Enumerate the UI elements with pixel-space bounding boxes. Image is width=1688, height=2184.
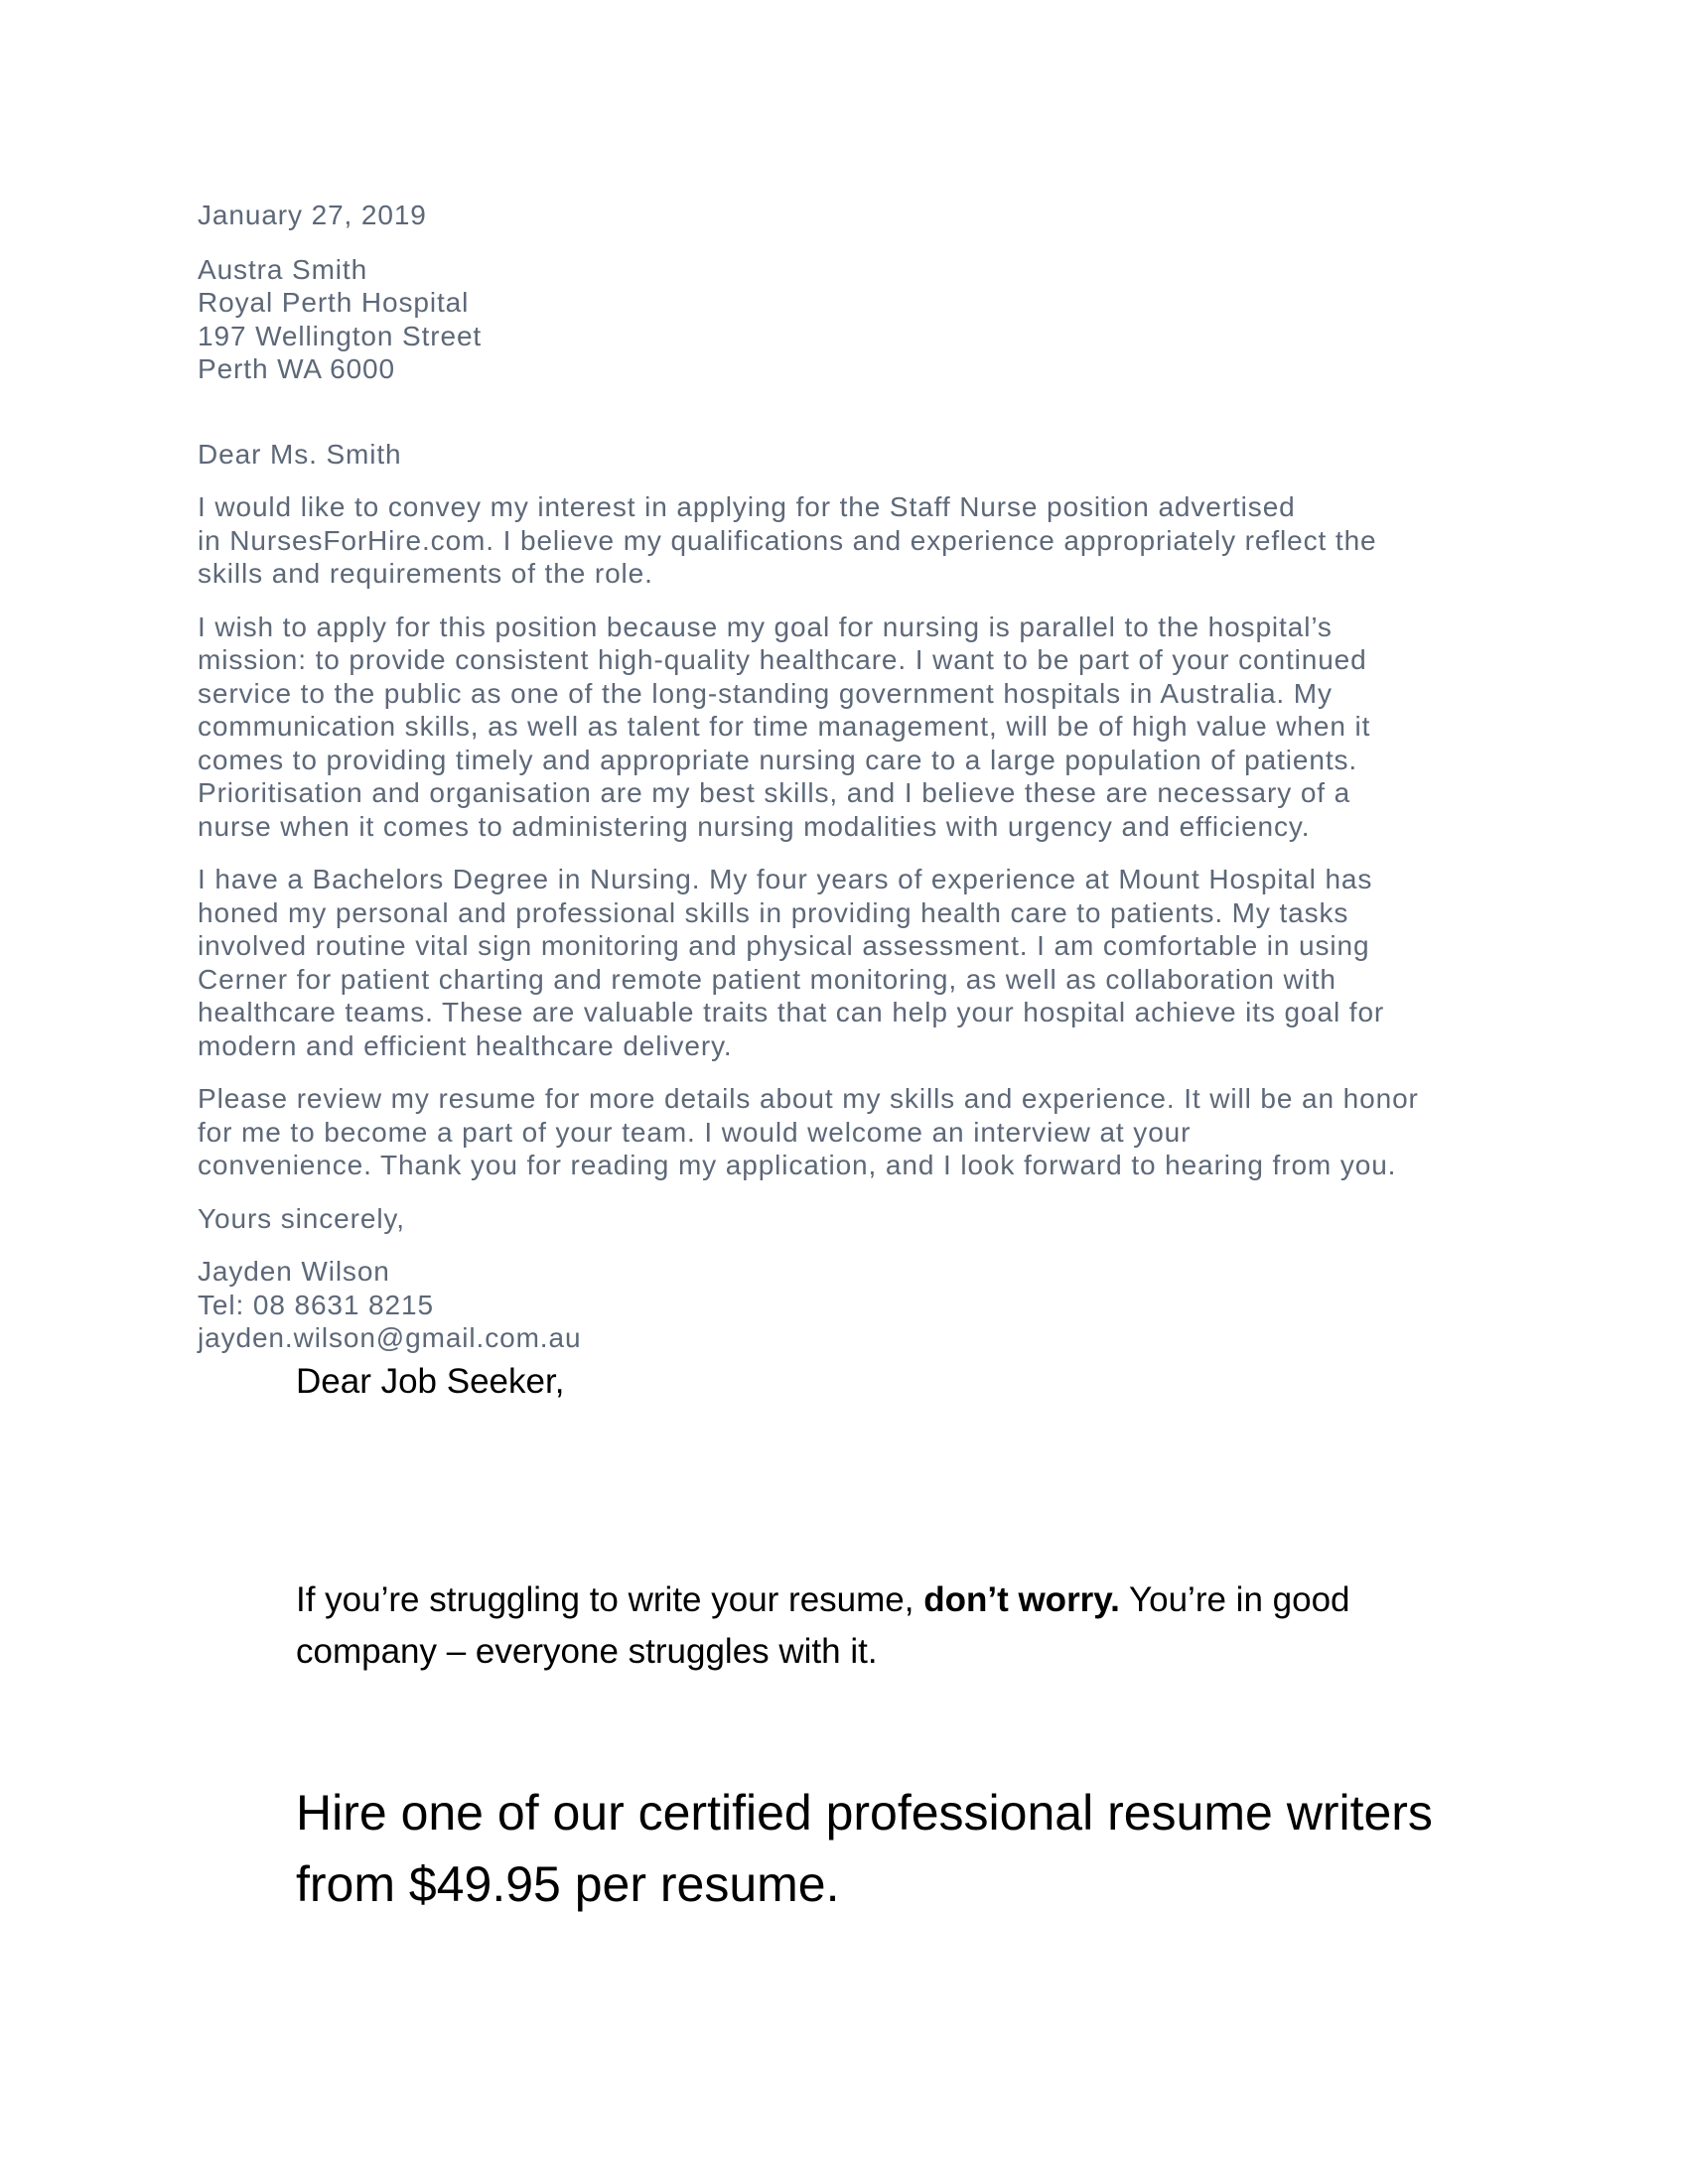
struggle-text-before: If you’re struggling to write your resume, bbox=[296, 1580, 924, 1619]
paragraph-line: Please review my resume for more details about my skills and experience. It will be an honor bbox=[198, 1083, 1419, 1114]
letter-paragraph-2 bbox=[198, 611, 1498, 844]
paragraph-line: communication skills, as well as talent for time management, will be of high value when it bbox=[198, 711, 1371, 742]
struggle-bold-text: don’t worry. bbox=[923, 1580, 1120, 1619]
letter-date: January 27, 2019 bbox=[198, 200, 427, 230]
paragraph-line: honed my personal and professional skills in providing health care to patients. My tasks bbox=[198, 896, 1349, 928]
paragraph-line: I wish to apply for this position because my goal for nursing is parallel to the hospital’s bbox=[198, 611, 1333, 642]
paragraph-line: I have a Bachelors Degree in Nursing. My four years of experience at Mount Hospital has bbox=[198, 864, 1373, 894]
struggle-text-after: You’re in good bbox=[1119, 1580, 1350, 1619]
recipient-organization: Royal Perth Hospital bbox=[198, 287, 470, 318]
struggle-line-2: company – everyone struggles with it. bbox=[296, 1632, 878, 1671]
paragraph-line: healthcare teams. These are valuable traits that can help your hospital achieve its goal for bbox=[198, 997, 1385, 1027]
signature-phone: Tel: 08 8631 8215 bbox=[198, 1289, 434, 1320]
hire-line-2: from $49.95 per resume. bbox=[296, 1856, 840, 1912]
letter-salutation: Dear Ms. Smith bbox=[198, 438, 402, 470]
paragraph-line: for me to become a part of your team. I would welcome an interview at your bbox=[198, 1116, 1192, 1148]
struggle-line-1 bbox=[296, 1574, 1350, 1626]
cover-letter bbox=[198, 199, 1498, 1355]
paragraph-line: convenience. Thank you for reading my application, and I look forward to hearing from you. bbox=[198, 1150, 1397, 1180]
recipient-street: 197 Wellington Street bbox=[198, 320, 483, 351]
job-seeker-notice bbox=[296, 1360, 1567, 1912]
notice-struggle-text bbox=[296, 1574, 1350, 1678]
paragraph-line: service to the public as one of the long-standing government hospitals in Australia. My bbox=[198, 677, 1333, 709]
paragraph-line: comes to providing timely and appropriate nursing care to a large population of patients. bbox=[198, 744, 1358, 775]
paragraph-line: I would like to convey my interest in applying for the Staff Nurse position advertised bbox=[198, 491, 1296, 522]
paragraph-line: Cerner for patient charting and remote patient monitoring, as well as collaboration with bbox=[198, 963, 1336, 995]
letter-signature bbox=[198, 1255, 1498, 1355]
signature-email: jayden.wilson@gmail.com.au bbox=[198, 1322, 582, 1353]
hire-line-1: Hire one of our certified professional resume writers bbox=[296, 1785, 1433, 1841]
paragraph-line: nurse when it comes to administering nursing modalities with urgency and efficiency. bbox=[198, 810, 1311, 842]
letter-paragraph-4 bbox=[198, 1082, 1498, 1182]
notice-greeting: Dear Job Seeker, bbox=[296, 1362, 565, 1401]
paragraph-line: modern and efficient healthcare delivery. bbox=[198, 1029, 733, 1061]
recipient-name: Austra Smith bbox=[198, 253, 368, 285]
paragraph-line: in NursesForHire.com. I believe my qualifications and experience appropriately reflect the bbox=[198, 524, 1377, 556]
letter-closing: Yours sincerely, bbox=[198, 1202, 405, 1234]
paragraph-line: Prioritisation and organisation are my best skills, and I believe these are necessary of a bbox=[198, 777, 1351, 808]
notice-hire-offer bbox=[296, 1777, 1433, 1920]
letter-paragraph-3 bbox=[198, 863, 1498, 1062]
paragraph-line: skills and requirements of the role. bbox=[198, 558, 653, 589]
recipient-address bbox=[198, 253, 1498, 386]
paragraph-line: mission: to provide consistent high-quality healthcare. I want to be part of your continued bbox=[198, 644, 1367, 675]
letter-paragraph-1 bbox=[198, 490, 1498, 591]
signature-name: Jayden Wilson bbox=[198, 1256, 390, 1287]
paragraph-line: involved routine vital sign monitoring and physical assessment. I am comfortable in using bbox=[198, 930, 1370, 961]
recipient-city: Perth WA 6000 bbox=[198, 353, 395, 384]
